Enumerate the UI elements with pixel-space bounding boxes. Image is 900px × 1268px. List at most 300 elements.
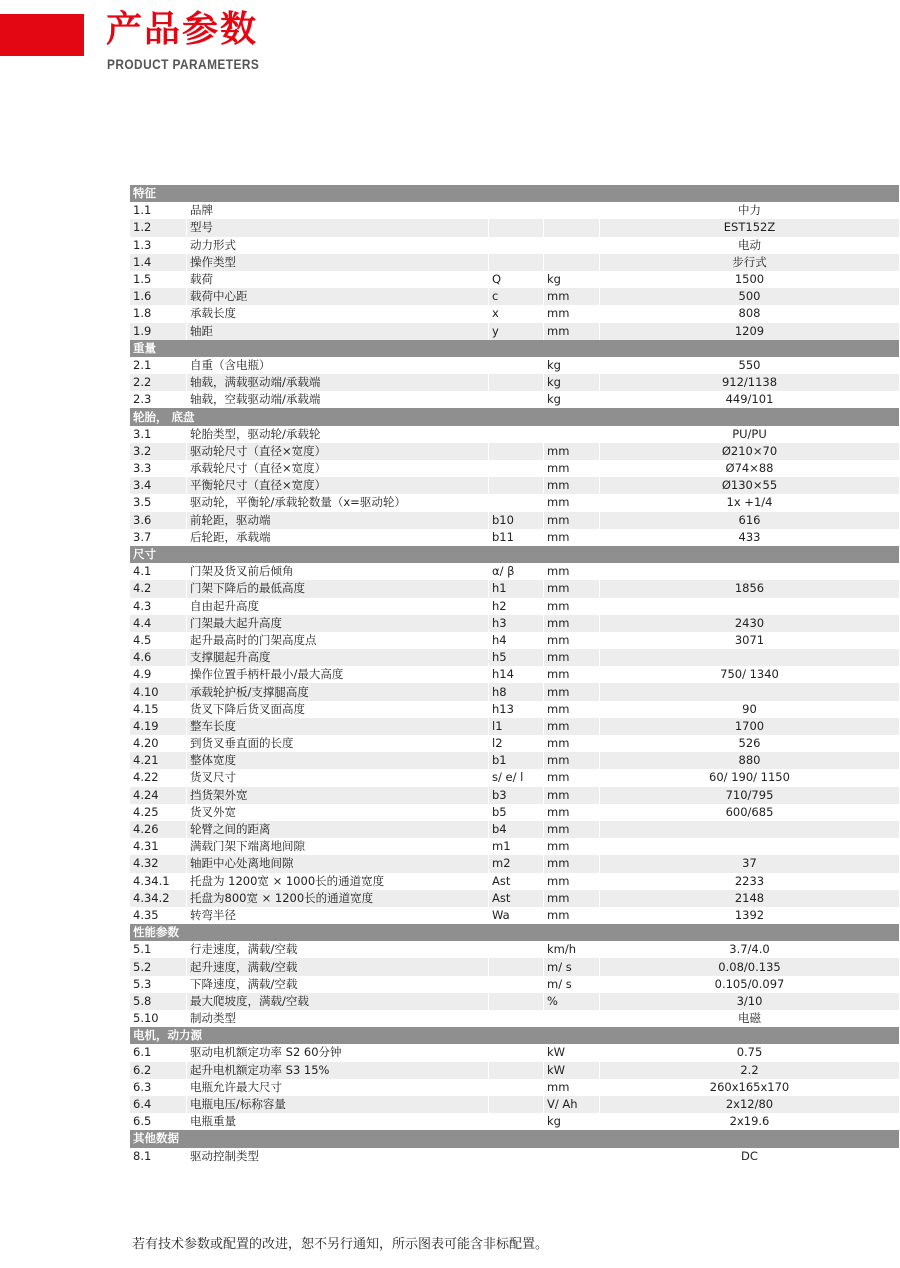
param-name: 轮胎类型，驱动轮/承载轮 (187, 426, 489, 443)
param-value (600, 683, 900, 700)
param-number: 2.2 (130, 374, 187, 391)
table-row (130, 443, 900, 460)
param-unit: mm (544, 323, 600, 340)
param-value: PU/PU (600, 426, 900, 443)
param-unit: mm (544, 615, 600, 632)
param-number: 6.5 (130, 1113, 187, 1130)
param-value: 526 (600, 735, 900, 752)
param-unit: mm (544, 787, 600, 804)
param-unit: mm (544, 305, 600, 322)
param-symbol (489, 1148, 544, 1165)
param-symbol: b4 (489, 821, 544, 838)
param-name: 自重（含电瓶） (187, 357, 489, 374)
param-name: 后轮距，承载端 (187, 529, 489, 546)
param-unit (544, 426, 600, 443)
param-value: 449/101 (600, 391, 900, 408)
param-number: 5.2 (130, 958, 187, 975)
param-name: 整体宽度 (187, 752, 489, 769)
param-unit: mm (544, 769, 600, 786)
param-unit: mm (544, 477, 600, 494)
param-value: 电磁 (600, 1010, 900, 1027)
table-row (130, 976, 900, 993)
param-unit: mm (544, 804, 600, 821)
param-number: 1.5 (130, 271, 187, 288)
param-number: 4.26 (130, 821, 187, 838)
table-row (130, 1113, 900, 1130)
param-symbol: h8 (489, 683, 544, 700)
param-number: 2.3 (130, 391, 187, 408)
param-name: 下降速度，满载/空载 (187, 976, 489, 993)
param-symbol (489, 1044, 544, 1061)
param-symbol: h4 (489, 632, 544, 649)
param-value (600, 821, 900, 838)
table-row (130, 821, 900, 838)
table-row (130, 580, 900, 597)
table-row (130, 529, 900, 546)
param-number: 5.10 (130, 1010, 187, 1027)
param-unit: mm (544, 735, 600, 752)
param-name: 电瓶电压/标称容量 (187, 1096, 489, 1113)
param-unit: mm (544, 907, 600, 924)
table-row (130, 512, 900, 529)
table-row (130, 357, 900, 374)
param-symbol (489, 357, 544, 374)
parameters-table (130, 185, 900, 1165)
param-symbol (489, 941, 544, 958)
param-value: 750/ 1340 (600, 666, 900, 683)
param-name: 承载轮护板/支撑腿高度 (187, 683, 489, 700)
param-value: Ø74×88 (600, 460, 900, 477)
param-value (600, 649, 900, 666)
param-name: 品牌 (187, 202, 489, 219)
param-value: DC (600, 1148, 900, 1165)
param-value: 2x19.6 (600, 1113, 900, 1130)
param-symbol: h2 (489, 598, 544, 615)
section-header (130, 1027, 900, 1044)
table-row (130, 941, 900, 958)
table-row (130, 598, 900, 615)
param-unit: mm (544, 649, 600, 666)
param-symbol: h1 (489, 580, 544, 597)
param-symbol: y (489, 323, 544, 340)
param-name: 自由起升高度 (187, 598, 489, 615)
table-row (130, 958, 900, 975)
param-number: 4.19 (130, 718, 187, 735)
table-row (130, 701, 900, 718)
param-value: Ø210×70 (600, 443, 900, 460)
param-symbol: b10 (489, 512, 544, 529)
section-title: 尺寸 (130, 546, 900, 563)
param-symbol (489, 460, 544, 477)
param-name: 驱动电机额定功率 S2 60分钟 (187, 1044, 489, 1061)
param-number: 4.22 (130, 769, 187, 786)
param-unit: mm (544, 598, 600, 615)
table-row (130, 237, 900, 254)
table-row (130, 374, 900, 391)
param-value: 90 (600, 701, 900, 718)
param-name: 驱动轮，平衡轮/承载轮数量（x=驱动轮） (187, 494, 489, 511)
param-unit: kg (544, 391, 600, 408)
param-value: 60/ 190/ 1150 (600, 769, 900, 786)
param-unit: mm (544, 580, 600, 597)
param-name: 型号 (187, 219, 489, 236)
param-name: 托盘为800宽 × 1200长的通道宽度 (187, 890, 489, 907)
section-header (130, 185, 900, 202)
section-title: 轮胎， 底盘 (130, 408, 900, 425)
param-unit: mm (544, 666, 600, 683)
param-unit: mm (544, 838, 600, 855)
param-name: 电瓶允许最大尺寸 (187, 1079, 489, 1096)
table-row (130, 477, 900, 494)
param-value: 2148 (600, 890, 900, 907)
param-symbol (489, 1096, 544, 1113)
param-unit: mm (544, 529, 600, 546)
table-row (130, 1096, 900, 1113)
param-value: 1500 (600, 271, 900, 288)
table-row (130, 563, 900, 580)
param-unit: kg (544, 374, 600, 391)
param-value: 1x +1/4 (600, 494, 900, 511)
param-value: 1209 (600, 323, 900, 340)
param-unit: m/ s (544, 958, 600, 975)
table-row (130, 323, 900, 340)
param-symbol: Q (489, 271, 544, 288)
param-number: 4.34.1 (130, 873, 187, 890)
param-number: 4.15 (130, 701, 187, 718)
param-number: 1.6 (130, 288, 187, 305)
brand-red-bar (0, 14, 84, 56)
param-name: 轮臂之间的距离 (187, 821, 489, 838)
param-symbol: α/ β (489, 563, 544, 580)
param-symbol: b1 (489, 752, 544, 769)
table-row (130, 288, 900, 305)
param-unit: mm (544, 718, 600, 735)
table-row (130, 494, 900, 511)
table-row (130, 838, 900, 855)
param-number: 6.1 (130, 1044, 187, 1061)
param-number: 3.5 (130, 494, 187, 511)
param-number: 3.4 (130, 477, 187, 494)
param-number: 4.34.2 (130, 890, 187, 907)
param-symbol (489, 219, 544, 236)
param-unit: mm (544, 1079, 600, 1096)
param-symbol (489, 374, 544, 391)
param-name: 货叉下降后货叉面高度 (187, 701, 489, 718)
param-symbol (489, 254, 544, 271)
param-value: 880 (600, 752, 900, 769)
param-symbol: Ast (489, 890, 544, 907)
param-symbol (489, 993, 544, 1010)
param-symbol: x (489, 305, 544, 322)
param-name: 承载轮尺寸（直径×宽度） (187, 460, 489, 477)
table-row (130, 683, 900, 700)
param-symbol (489, 477, 544, 494)
param-number: 4.6 (130, 649, 187, 666)
table-row (130, 873, 900, 890)
param-unit (544, 1010, 600, 1027)
table-row (130, 391, 900, 408)
param-symbol (489, 1113, 544, 1130)
param-number: 2.1 (130, 357, 187, 374)
param-symbol: s/ e/ l (489, 769, 544, 786)
param-name: 平衡轮尺寸（直径×宽度） (187, 477, 489, 494)
param-number: 4.5 (130, 632, 187, 649)
param-value: 0.08/0.135 (600, 958, 900, 975)
param-symbol: l2 (489, 735, 544, 752)
param-symbol: b3 (489, 787, 544, 804)
param-unit: mm (544, 855, 600, 872)
section-title: 其他数据 (130, 1130, 900, 1147)
param-unit: mm (544, 821, 600, 838)
param-number: 6.4 (130, 1096, 187, 1113)
param-value: 2430 (600, 615, 900, 632)
section-header (130, 924, 900, 941)
param-unit: km/h (544, 941, 600, 958)
param-number: 3.2 (130, 443, 187, 460)
param-number: 5.1 (130, 941, 187, 958)
param-name: 驱动轮尺寸（直径×宽度） (187, 443, 489, 460)
param-value: 3.7/4.0 (600, 941, 900, 958)
param-number: 4.1 (130, 563, 187, 580)
param-symbol (489, 391, 544, 408)
param-name: 货叉外宽 (187, 804, 489, 821)
param-number: 4.2 (130, 580, 187, 597)
param-value: 0.105/0.097 (600, 976, 900, 993)
param-number: 5.3 (130, 976, 187, 993)
table-row (130, 615, 900, 632)
param-value: 260x165x170 (600, 1079, 900, 1096)
param-name: 驱动控制类型 (187, 1148, 489, 1165)
param-symbol (489, 426, 544, 443)
table-row (130, 907, 900, 924)
param-name: 操作类型 (187, 254, 489, 271)
table-row (130, 271, 900, 288)
param-name: 货叉尺寸 (187, 769, 489, 786)
table-row (130, 787, 900, 804)
table-row (130, 254, 900, 271)
param-name: 起升电机额定功率 S3 15% (187, 1062, 489, 1079)
table-row (130, 1044, 900, 1061)
param-value: 2233 (600, 873, 900, 890)
param-number: 1.8 (130, 305, 187, 322)
param-name: 转弯半径 (187, 907, 489, 924)
param-name: 门架及货叉前后倾角 (187, 563, 489, 580)
param-number: 3.6 (130, 512, 187, 529)
param-value: 3/10 (600, 993, 900, 1010)
param-symbol: c (489, 288, 544, 305)
param-symbol: l1 (489, 718, 544, 735)
param-number: 5.8 (130, 993, 187, 1010)
section-title: 性能参数 (130, 924, 900, 941)
param-symbol (489, 976, 544, 993)
table-row (130, 202, 900, 219)
param-name: 托盘为 1200宽 × 1000长的通道宽度 (187, 873, 489, 890)
param-unit: % (544, 993, 600, 1010)
param-name: 支撑腿起升高度 (187, 649, 489, 666)
param-symbol: b5 (489, 804, 544, 821)
table-row (130, 718, 900, 735)
param-unit: mm (544, 443, 600, 460)
table-row (130, 752, 900, 769)
param-symbol: h3 (489, 615, 544, 632)
table-row (130, 305, 900, 322)
param-name: 起升速度，满载/空载 (187, 958, 489, 975)
param-symbol: m1 (489, 838, 544, 855)
param-unit: mm (544, 563, 600, 580)
param-symbol: Ast (489, 873, 544, 890)
param-symbol (489, 1079, 544, 1096)
param-value: 电动 (600, 237, 900, 254)
param-name: 轴距 (187, 323, 489, 340)
param-symbol: Wa (489, 907, 544, 924)
table-row (130, 1079, 900, 1096)
section-header (130, 1130, 900, 1147)
param-value: 37 (600, 855, 900, 872)
param-number: 4.32 (130, 855, 187, 872)
table-row (130, 993, 900, 1010)
param-name: 最大爬坡度，满载/空载 (187, 993, 489, 1010)
param-number: 4.10 (130, 683, 187, 700)
param-value: 808 (600, 305, 900, 322)
param-number: 1.9 (130, 323, 187, 340)
param-value: 433 (600, 529, 900, 546)
param-unit (544, 1148, 600, 1165)
param-number: 3.1 (130, 426, 187, 443)
param-unit: kg (544, 1113, 600, 1130)
section-title: 电机，动力源 (130, 1027, 900, 1044)
param-number: 4.31 (130, 838, 187, 855)
param-unit (544, 237, 600, 254)
param-unit: mm (544, 494, 600, 511)
table-row (130, 890, 900, 907)
param-unit: mm (544, 873, 600, 890)
param-number: 1.2 (130, 219, 187, 236)
param-value: 616 (600, 512, 900, 529)
param-symbol: b11 (489, 529, 544, 546)
table-row (130, 769, 900, 786)
param-number: 1.4 (130, 254, 187, 271)
section-title: 重量 (130, 340, 900, 357)
param-value: Ø130×55 (600, 477, 900, 494)
param-number: 8.1 (130, 1148, 187, 1165)
param-name: 电瓶重量 (187, 1113, 489, 1130)
param-value: 500 (600, 288, 900, 305)
param-number: 4.4 (130, 615, 187, 632)
param-number: 1.1 (130, 202, 187, 219)
table-row (130, 1010, 900, 1027)
table-row (130, 855, 900, 872)
param-unit: mm (544, 890, 600, 907)
param-name: 制动类型 (187, 1010, 489, 1027)
section-header (130, 408, 900, 425)
param-unit: V/ Ah (544, 1096, 600, 1113)
param-value (600, 838, 900, 855)
param-symbol: m2 (489, 855, 544, 872)
section-title: 特征 (130, 185, 900, 202)
param-name: 动力形式 (187, 237, 489, 254)
param-unit: kW (544, 1044, 600, 1061)
param-unit (544, 219, 600, 236)
param-symbol (489, 202, 544, 219)
table-row (130, 1148, 900, 1165)
param-number: 6.3 (130, 1079, 187, 1096)
param-value (600, 598, 900, 615)
param-name: 到货叉垂直面的长度 (187, 735, 489, 752)
param-name: 轴载，满载驱动端/承载端 (187, 374, 489, 391)
param-value: 0.75 (600, 1044, 900, 1061)
param-symbol: h13 (489, 701, 544, 718)
param-unit: mm (544, 752, 600, 769)
param-unit: mm (544, 460, 600, 477)
param-symbol: h14 (489, 666, 544, 683)
param-name: 前轮距，驱动端 (187, 512, 489, 529)
param-symbol (489, 494, 544, 511)
param-value: 1392 (600, 907, 900, 924)
param-number: 4.3 (130, 598, 187, 615)
table-row (130, 426, 900, 443)
table-row (130, 666, 900, 683)
section-header (130, 340, 900, 357)
param-value: 600/685 (600, 804, 900, 821)
param-name: 整车长度 (187, 718, 489, 735)
param-value: 710/795 (600, 787, 900, 804)
param-name: 起升最高时的门架高度点 (187, 632, 489, 649)
param-unit: mm (544, 632, 600, 649)
param-name: 挡货架外宽 (187, 787, 489, 804)
param-symbol (489, 237, 544, 254)
param-value: 912/1138 (600, 374, 900, 391)
table-row (130, 735, 900, 752)
param-symbol (489, 958, 544, 975)
param-unit: mm (544, 512, 600, 529)
table-row (130, 219, 900, 236)
param-name: 门架最大起升高度 (187, 615, 489, 632)
param-unit: mm (544, 288, 600, 305)
param-symbol (489, 1062, 544, 1079)
table-row (130, 804, 900, 821)
param-value: 1856 (600, 580, 900, 597)
param-name: 载荷 (187, 271, 489, 288)
param-number: 1.3 (130, 237, 187, 254)
param-value: EST152Z (600, 219, 900, 236)
param-number: 3.7 (130, 529, 187, 546)
param-number: 4.20 (130, 735, 187, 752)
param-name: 满载门架下端离地间隙 (187, 838, 489, 855)
section-header (130, 546, 900, 563)
param-unit (544, 254, 600, 271)
param-name: 门架下降后的最低高度 (187, 580, 489, 597)
param-value: 550 (600, 357, 900, 374)
param-unit (544, 202, 600, 219)
param-unit: mm (544, 701, 600, 718)
param-number: 4.24 (130, 787, 187, 804)
param-value: 1700 (600, 718, 900, 735)
param-unit: kg (544, 357, 600, 374)
page-title: 产品参数 (106, 9, 259, 50)
param-unit: m/ s (544, 976, 600, 993)
param-symbol (489, 1010, 544, 1027)
param-name: 承载长度 (187, 305, 489, 322)
param-value: 3071 (600, 632, 900, 649)
param-name: 行走速度，满载/空载 (187, 941, 489, 958)
param-symbol (489, 443, 544, 460)
param-value: 中力 (600, 202, 900, 219)
param-number: 4.21 (130, 752, 187, 769)
param-value (600, 563, 900, 580)
page-subtitle: PRODUCT PARAMETERS (107, 56, 260, 72)
param-unit: kW (544, 1062, 600, 1079)
table-row (130, 1062, 900, 1079)
